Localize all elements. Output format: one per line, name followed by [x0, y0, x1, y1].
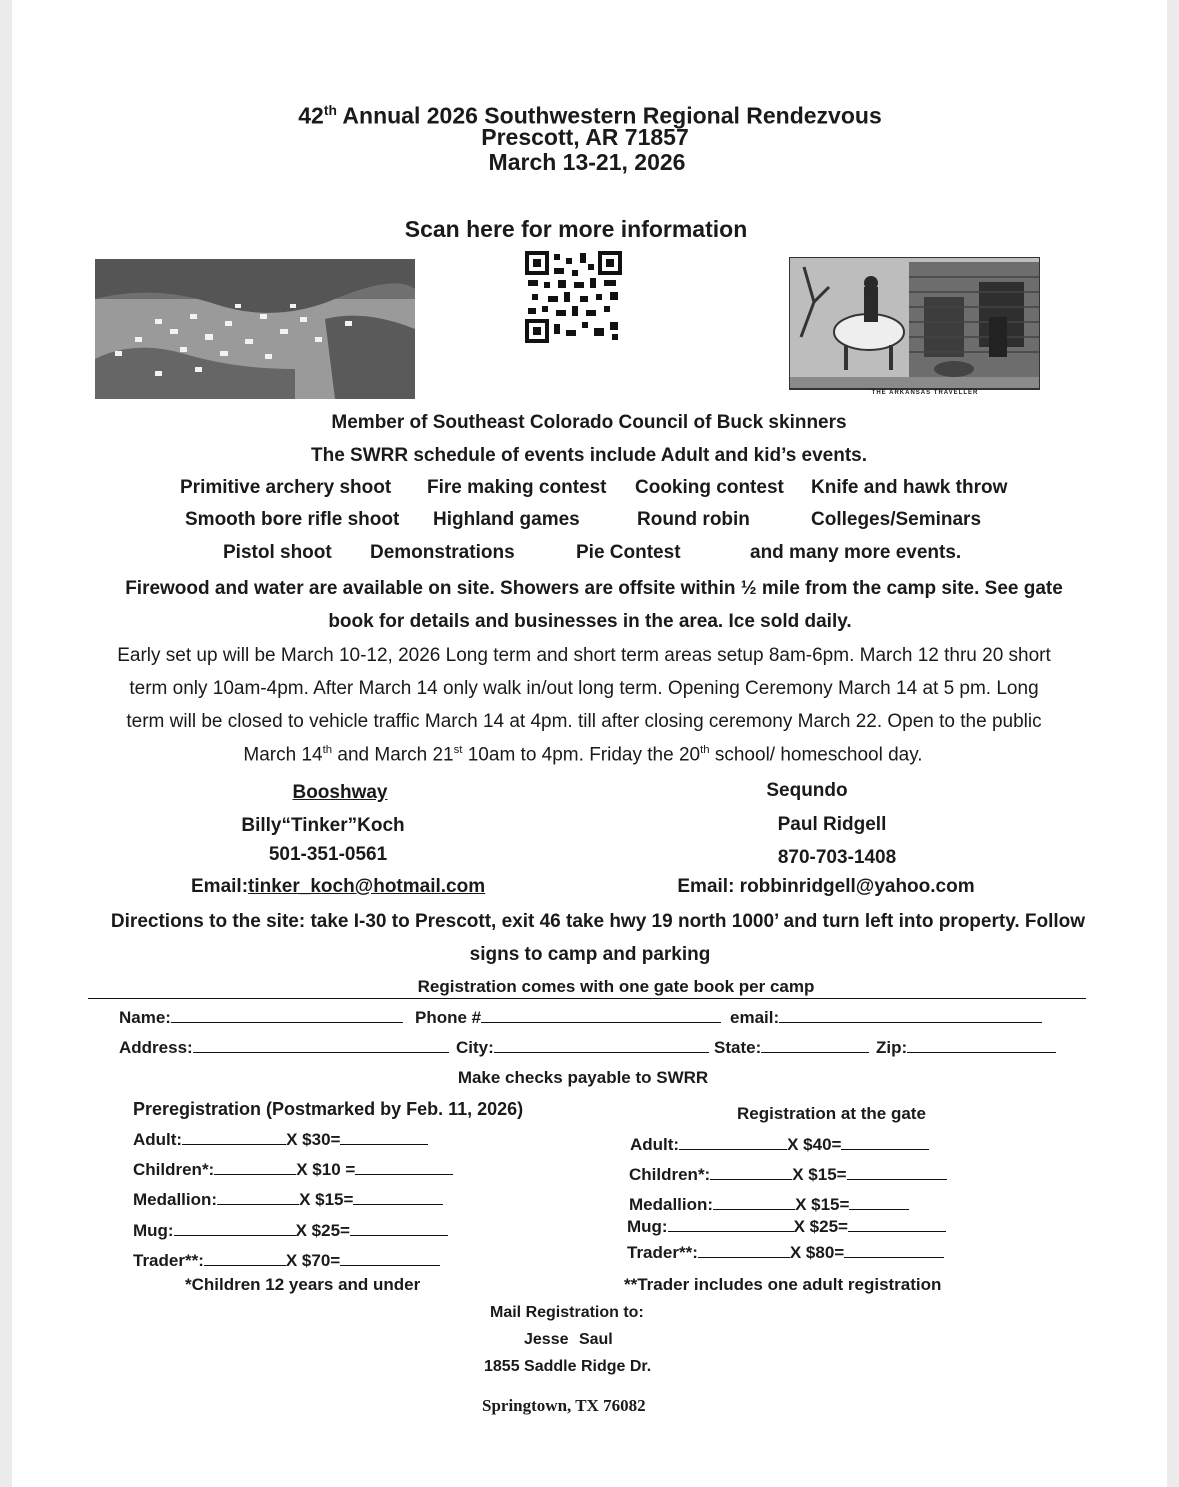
setup-line-2: term only 10am-4pm. After March 14 only walk in/out long term. Opening Ceremony March 14 at 5 pm. Long [129, 678, 1039, 699]
gate-children[interactable]: Children*: X $15= [629, 1165, 947, 1185]
scan-text: Scan here for more information [404, 216, 748, 242]
engraving-caption: THE ARKANSAS TRAVELLER [871, 390, 979, 396]
booshway-phone: 501-351-0561 [268, 844, 388, 865]
prereg-adult[interactable]: Adult: X $30= [133, 1130, 428, 1150]
setup-line-1: Early set up will be March 10-12, 2026 Long term and short term areas setup 8am-6pm. March 12 thru 20 short [117, 645, 1051, 666]
gate-mug[interactable]: Mug: X $25= [627, 1217, 946, 1237]
mail-street: 1855 Saddle Ridge Dr. [484, 1358, 652, 1375]
directions-line-1: Directions to the site: take I-30 to Prescott, exit 46 take hwy 19 north 1000’ and turn left into property. Follow [110, 911, 1086, 932]
state-field[interactable]: State: [714, 1038, 869, 1058]
mail-name: Jesse Saul [524, 1331, 613, 1348]
aerial-camp-photo [95, 259, 415, 399]
checks-line: Make checks payable to SWRR [457, 1068, 709, 1087]
event-item: Cooking contest [635, 477, 784, 498]
address-field[interactable]: Address: [119, 1038, 449, 1058]
prereg-children[interactable]: Children*: X $10 = [133, 1160, 453, 1180]
divider [88, 998, 1086, 999]
booshway-email: Email:tinker_koch@hotmail.com [191, 876, 486, 897]
title-line-1: 42th Annual 2026 Southwestern Regional Rendezvous [298, 102, 882, 129]
member-line: Member of Southeast Colorado Council of Buck skinners [331, 412, 847, 433]
gate-note: **Trader includes one adult registration [624, 1275, 942, 1294]
mail-city: Springtown, TX 76082 [482, 1396, 646, 1415]
booshway-label: Booshway [292, 782, 388, 803]
event-item: Colleges/Seminars [811, 509, 982, 530]
sequndo-label: Sequndo [766, 780, 848, 801]
registration-note: Registration comes with one gate book per camp [417, 977, 815, 996]
gate-trader[interactable]: Trader**: X $80= [627, 1243, 944, 1263]
event-item: and many more events. [750, 542, 962, 563]
setup-line-4: March 14th and March 21st 10am to 4pm. Friday the 20th school/ homeschool day. [243, 744, 923, 766]
sequndo-name: Paul Ridgell [777, 814, 887, 835]
event-item: Demonstrations [370, 542, 515, 563]
event-item: Pistol shoot [223, 542, 332, 563]
prereg-note: *Children 12 years and under [185, 1275, 421, 1294]
sequndo-phone: 870-703-1408 [777, 847, 897, 868]
gate-heading: Registration at the gate [737, 1104, 926, 1123]
qr-code[interactable] [524, 250, 624, 345]
booshway-name: Billy“Tinker”Koch [241, 815, 405, 836]
title-line-2: Prescott, AR 71857 [481, 124, 689, 150]
phone-field[interactable]: Phone # [415, 1008, 721, 1028]
event-item: Smooth bore rifle shoot [185, 509, 400, 530]
email-field[interactable]: email: [730, 1008, 1042, 1028]
schedule-line: The SWRR schedule of events include Adult and kid’s events. [310, 445, 868, 466]
event-item: Primitive archery shoot [180, 477, 392, 498]
event-item: Pie Contest [576, 542, 681, 563]
booshway-email-link[interactable]: tinker_koch@hotmail.com [248, 876, 486, 897]
zip-field[interactable]: Zip: [876, 1038, 1056, 1058]
prereg-medallion[interactable]: Medallion: X $15= [133, 1190, 443, 1210]
gate-adult[interactable]: Adult: X $40= [630, 1135, 929, 1155]
gate-medallion[interactable]: Medallion: X $15= [629, 1195, 909, 1215]
setup-line-3: term will be closed to vehicle traffic March 14 at 4pm. till after closing ceremony March 22. Open to the public [126, 711, 1042, 732]
title-line-3: March 13-21, 2026 [488, 149, 686, 175]
flyer-page [12, 0, 1167, 1487]
mail-label: Mail Registration to: [490, 1304, 644, 1321]
firewood-line-1: Firewood and water are available on site. Showers are offsite within ½ mile from the camp site. See gate [125, 578, 1063, 599]
directions-line-2: signs to camp and parking [469, 944, 711, 965]
event-item: Highland games [433, 509, 580, 530]
name-field[interactable]: Name: [119, 1008, 403, 1028]
sequndo-email: Email: robbinridgell@yahoo.com [677, 876, 975, 897]
prereg-mug[interactable]: Mug: X $25= [133, 1221, 448, 1241]
prereg-trader[interactable]: Trader**: X $70= [133, 1251, 440, 1271]
prereg-heading: Preregistration (Postmarked by Feb. 11, 2026) [133, 1099, 524, 1119]
event-item: Round robin [637, 509, 750, 530]
event-item: Knife and hawk throw [811, 477, 1008, 498]
arkansas-traveller-engraving [789, 257, 1040, 401]
firewood-line-2: book for details and businesses in the area. Ice sold daily. [328, 611, 852, 632]
city-field[interactable]: City: [456, 1038, 709, 1058]
event-item: Fire making contest [427, 477, 607, 498]
